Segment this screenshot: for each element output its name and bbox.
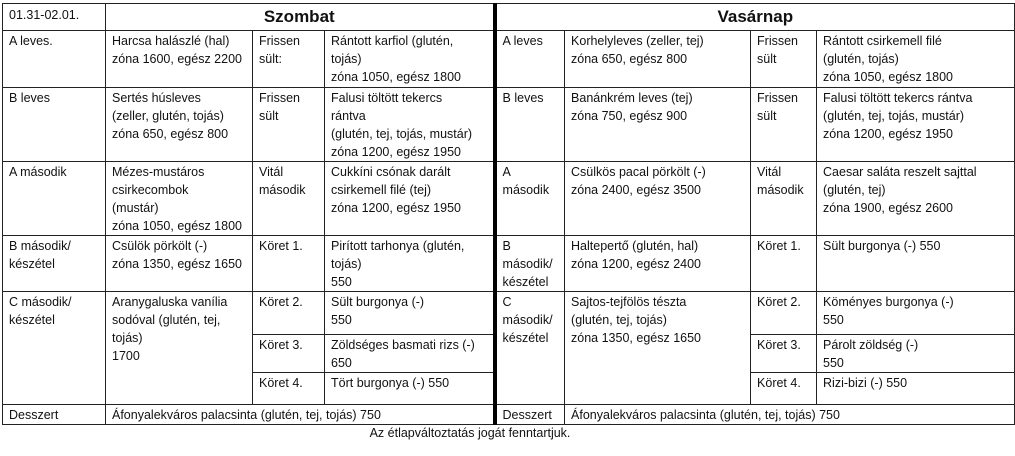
side-dish-cell: Köményes burgonya (-) 550	[817, 292, 1015, 335]
side-dish-cell: Pirított tarhonya (glutén, tojás) 550	[325, 236, 495, 292]
footer-note: Az étlapváltoztatás jogát fenntartjuk.	[369, 426, 571, 440]
side-label: Köret 4.	[751, 373, 817, 405]
dish-cell: Banánkrém leves (tej) zóna 750, egész 900	[565, 88, 751, 162]
dish-cell: Korhelyleves (zeller, tej) zóna 650, egész 800	[565, 31, 751, 88]
dish-cell: Sertés húsleves (zeller, glutén, tojás) zóna 650, egész 800	[106, 88, 253, 162]
course-label: A leves	[495, 31, 565, 88]
side-label: Frissen sült	[751, 31, 817, 88]
side-dish-cell: Rizi-bizi (-) 550	[817, 373, 1015, 405]
menu-row	[3, 162, 1015, 236]
dish-cell: Aranygaluska vanília sodóval (glutén, tej, tojás) 1700	[106, 292, 253, 405]
header-row	[3, 4, 1015, 31]
side-dish-cell: Caesar saláta reszelt sajttal (glutén, tej) zóna 1900, egész 2600	[817, 162, 1015, 236]
dessert-label: Desszert	[3, 405, 106, 425]
side-label: Frissen sült	[751, 88, 817, 162]
dessert-cell: Áfonyalekváros palacsinta (glutén, tej, tojás) 750	[565, 405, 1015, 425]
dish-cell: Haltepertő (glutén, hal) zóna 1200, egész 2400	[565, 236, 751, 292]
side-dish-cell: Rántott karfiol (glutén, tojás) zóna 1050, egész 1800	[325, 31, 495, 88]
course-label: B leves	[3, 88, 106, 162]
course-label: A második	[3, 162, 106, 236]
course-label: B második/ készétel	[495, 236, 565, 292]
side-label: Köret 2.	[751, 292, 817, 335]
side-label: Köret 4.	[253, 373, 325, 405]
dish-cell: Csülkös pacal pörkölt (-) zóna 2400, egész 3500	[565, 162, 751, 236]
side-label: Köret 1.	[253, 236, 325, 292]
side-dish-cell: Cukkíni csónak darált csirkemell filé (tej) zóna 1200, egész 1950	[325, 162, 495, 236]
dish-cell: Sajtos-tejfölös tészta (glutén, tej, tojás) zóna 1350, egész 1650	[565, 292, 751, 405]
side-dish-cell: Sült burgonya (-) 550	[325, 292, 495, 335]
dish-cell: Csülök pörkölt (-) zóna 1350, egész 1650	[106, 236, 253, 292]
side-dish-cell: Párolt zöldség (-) 550	[817, 335, 1015, 373]
side-dish-cell: Rántott csirkemell filé (glutén, tojás) zóna 1050, egész 1800	[817, 31, 1015, 88]
dessert-label: Desszert	[495, 405, 565, 425]
side-dish-cell: Falusi töltött tekercs rántva (glutén, tej, tojás, mustár) zóna 1200, egész 1950	[817, 88, 1015, 162]
day-title-saturday: Szombat	[106, 4, 495, 31]
course-label: A leves.	[3, 31, 106, 88]
date-range: 01.31-02.01.	[3, 4, 106, 31]
course-label: C második/ készétel	[3, 292, 106, 405]
side-label: Frissen sült	[253, 88, 325, 162]
menu-row	[3, 31, 1015, 88]
menu-row	[3, 88, 1015, 162]
side-dish-cell: Tört burgonya (-) 550	[325, 373, 495, 405]
side-dish-cell: Sült burgonya (-) 550	[817, 236, 1015, 292]
side-label: Köret 3.	[253, 335, 325, 373]
side-label: Vitál második	[751, 162, 817, 236]
side-dish-cell: Falusi töltött tekercs rántva (glutén, tej, tojás, mustár) zóna 1200, egész 1950	[325, 88, 495, 162]
day-title-sunday: Vasárnap	[495, 4, 1015, 31]
dessert-cell: Áfonyalekváros palacsinta (glutén, tej, tojás) 750	[106, 405, 495, 425]
side-label: Köret 1.	[751, 236, 817, 292]
dish-cell: Mézes-mustáros csirkecombok (mustár) zóna 1050, egész 1800	[106, 162, 253, 236]
course-label: B második/ készétel	[3, 236, 106, 292]
side-label: Frissen sült:	[253, 31, 325, 88]
dessert-row	[3, 405, 1015, 425]
course-label: B leves	[495, 88, 565, 162]
side-label: Vitál második	[253, 162, 325, 236]
course-label: C második/ készétel	[495, 292, 565, 405]
course-label: A második	[495, 162, 565, 236]
dish-cell: Harcsa halászlé (hal) zóna 1600, egész 2200	[106, 31, 253, 88]
side-dish-cell: Zöldséges basmati rizs (-) 650	[325, 335, 495, 373]
menu-row	[3, 292, 1015, 335]
side-label: Köret 3.	[751, 335, 817, 373]
menu-table	[2, 3, 1015, 425]
menu-row	[3, 236, 1015, 292]
side-label: Köret 2.	[253, 292, 325, 335]
